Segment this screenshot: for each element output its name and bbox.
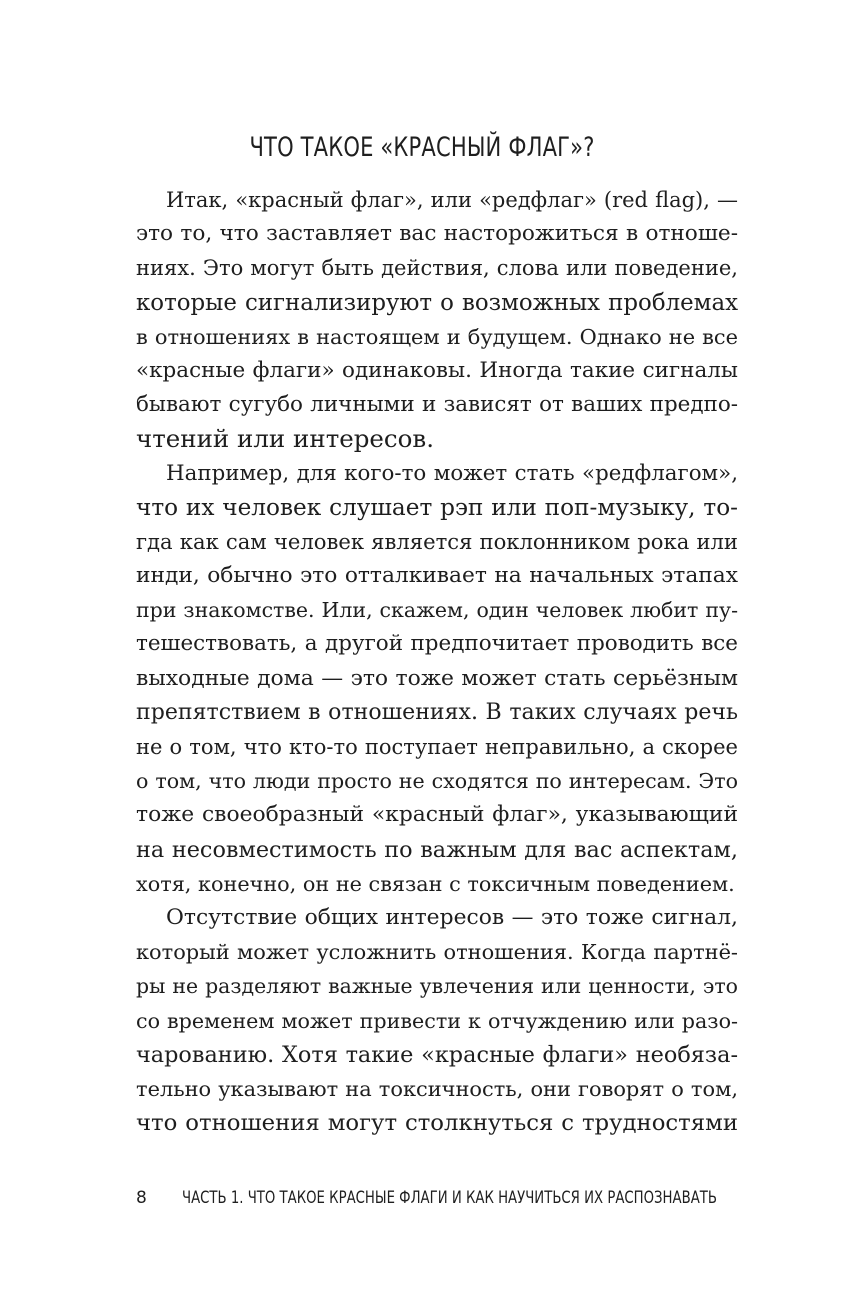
text-line: тоже своеобразный «красный флаг», указывающий [136,802,738,828]
text-line: тельно указывают на токсичность, они говорят о том, [136,1076,738,1101]
text-line: в отношениях в настоящем и будущем. Однако не все [136,324,738,349]
text-line: Итак, «красный флаг», или «редфлаг» (red flag), — [166,188,738,212]
text-line: тешествовать, а другой предпочитает проводить все [136,631,738,657]
running-head: ЧАСТЬ 1. ЧТО ТАКОЕ КРАСНЫЕ ФЛАГИ И КАК НАУЧИТЬСЯ ИХ РАСПОЗНАВАТЬ [182,1188,717,1208]
text-line: инди, обычно это отталкивает на начальных этапах [136,563,738,589]
page-footer [136,1188,844,1208]
text-line: ниях. Это могут быть действия, слова или поведение, [136,255,738,281]
text-line: Например, для кого-то может стать «редфлагом», [166,460,738,486]
text-line: что их человек слушает рэп или поп-музыку, то- [136,493,738,521]
text-line: который может усложнить отношения. Когда партнё- [136,940,738,965]
section-heading: ЧТО ТАКОЕ «КРАСНЫЙ ФЛАГ»? [249,132,595,163]
text-line: со временем может привести к отчуждению или разо- [136,1008,738,1033]
text-line: на несовместимость по важным для вас аспектам, [136,836,738,863]
text-line: это то, что заставляет вас насторожиться в отноше- [136,221,738,247]
text-line: при знакомстве. Или, скажем, один человек любит пу- [136,598,738,623]
text-line: о том, что люди просто не сходятся по интересам. Это [136,769,738,794]
text-line: которые сигнализируют о возможных проблемах [136,289,738,316]
text-line: ры не разделяют важные увлечения или ценности, это [136,974,738,999]
text-line: что отношения могут столкнуться с трудностями [136,1110,738,1137]
text-line: «красные флаги» одинаковы. Иногда такие сигналы [136,357,738,383]
text-line: чарованию. Хотя такие «красные флаги» необяза- [136,1041,738,1068]
page-number: 8 [136,1188,147,1208]
body-text [136,183,738,1140]
text-line: не о том, что кто-то поступает неправильно, а скорее [136,734,738,759]
text-line: гда как сам человек является поклонником рока или [136,528,738,554]
text-line: Отсутствие общих интересов — это тоже сигнал, [166,904,738,930]
text-line: препятствием в отношениях. В таких случаях речь [136,699,738,725]
text-line: бывают сугубо личными и зависят от ваших предпо- [136,392,738,418]
text-line: выходные дома — это тоже может стать серьёзным [136,665,738,691]
text-line: чтений или интересов. [136,424,434,454]
text-line: хотя, конечно, он не связан с токсичным поведением. [136,871,735,896]
